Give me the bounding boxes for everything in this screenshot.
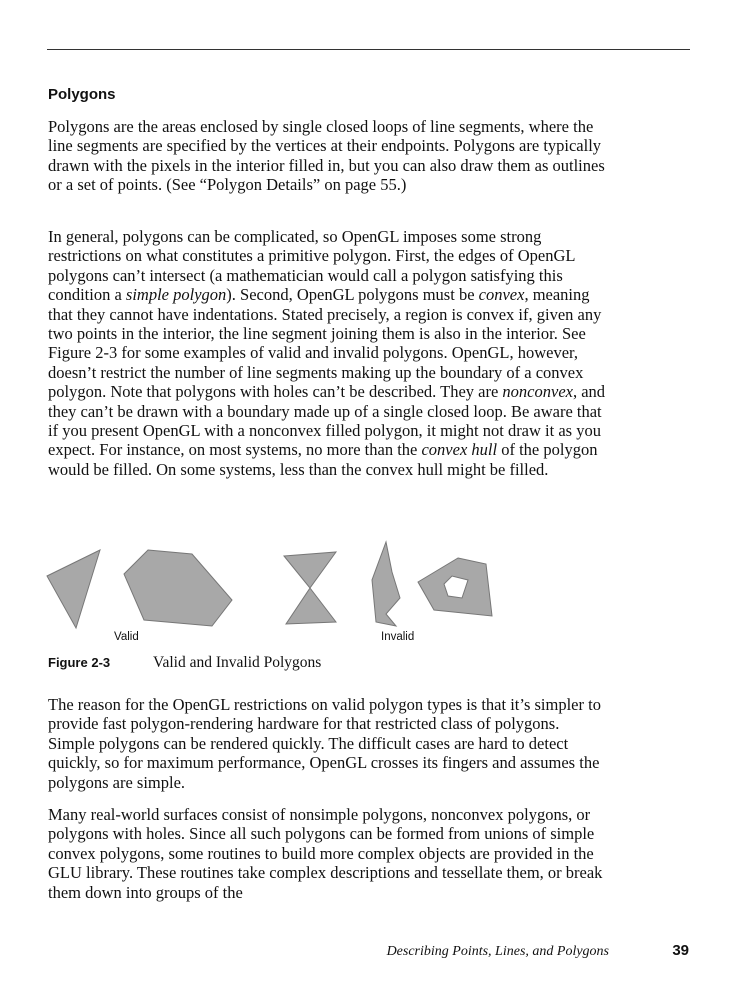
polygon-figure xyxy=(40,530,560,645)
term-convex: convex xyxy=(478,285,525,305)
valid-hexagon xyxy=(124,550,232,626)
top-rule xyxy=(47,49,690,50)
paragraph-reason: The reason for the OpenGL restrictions on valid polygon types is that it’s simpler to provide fast polygon-rendering hardware for that restricted class of polygons. Simple polygons can be rendered quickly. The difficult cases are hard to detect quickly, so for maximum performance, OpenGL crosses its fingers and assumes the polygons are simple. xyxy=(48,695,601,792)
figure-title: Valid and Invalid Polygons xyxy=(153,654,322,671)
invalid-bowtie xyxy=(284,552,336,624)
invalid-polygon-with-hole xyxy=(418,558,492,616)
invalid-nonconvex-polygon xyxy=(372,542,400,626)
text-run: , meaning that they cannot have indentations. Stated precisely, a region is convex if, given any two points in the interior, the line segment joining them is also in the interior. See Figure 2-3 for some examples of valid and invalid polygons. OpenGL, however, doesn’t restrict the number of line segments making up the boundary of a convex polygon. Note that polygons with holes can’t be described. They are xyxy=(48,285,602,402)
valid-triangle xyxy=(47,550,100,628)
text-run: ). Second, OpenGL polygons must be xyxy=(226,285,479,305)
text-run: of the polygon would be filled. On some systems, less than the convex hull might be filled. xyxy=(48,440,598,479)
paragraph-restrictions xyxy=(48,227,608,479)
page-number: 39 xyxy=(672,942,689,959)
section-heading: Polygons xyxy=(48,86,116,103)
text-run: In general, polygons can be complicated, so OpenGL imposes some strong restrictions on what constitutes a primitive polygon. First, the edges of OpenGL polygons can’t intersect (a mathematician would call a polygon satisfying this condition a xyxy=(48,227,575,305)
invalid-label: Invalid xyxy=(381,631,415,643)
running-footer-title: Describing Points, Lines, and Polygons xyxy=(386,944,609,959)
valid-label: Valid xyxy=(114,631,139,643)
term-simple-polygon: simple polygon xyxy=(125,285,227,305)
paragraph-real-world: Many real-world surfaces consist of nonsimple polygons, nonconvex polygons, or polygons with holes. Since all such polygons can be formed from unions of simple convex polygons, some routines to build more complex objects are provided in the GLU library. These routines take complex descriptions and tessellate them, or break them down into groups of the xyxy=(48,805,603,902)
figure-number: Figure 2-3 xyxy=(48,655,111,670)
term-convex-hull: convex hull xyxy=(421,440,498,460)
term-nonconvex: nonconvex xyxy=(502,382,573,402)
text-run: , and they can’t be drawn with a boundary made up of a single closed loop. Be aware that if you present OpenGL with a nonconvex filled polygon, it might not draw it as you expect. For instance, on most systems, no more than the xyxy=(48,382,606,460)
paragraph-intro: Polygons are the areas enclosed by single closed loops of line segments, where the line segments are specified by the vertices at their endpoints. Polygons are typically drawn with the pixels in the interior filled in, but you can also draw them as outlines or a set of points. (See “Polygon Details” on page 55.) xyxy=(48,117,605,195)
